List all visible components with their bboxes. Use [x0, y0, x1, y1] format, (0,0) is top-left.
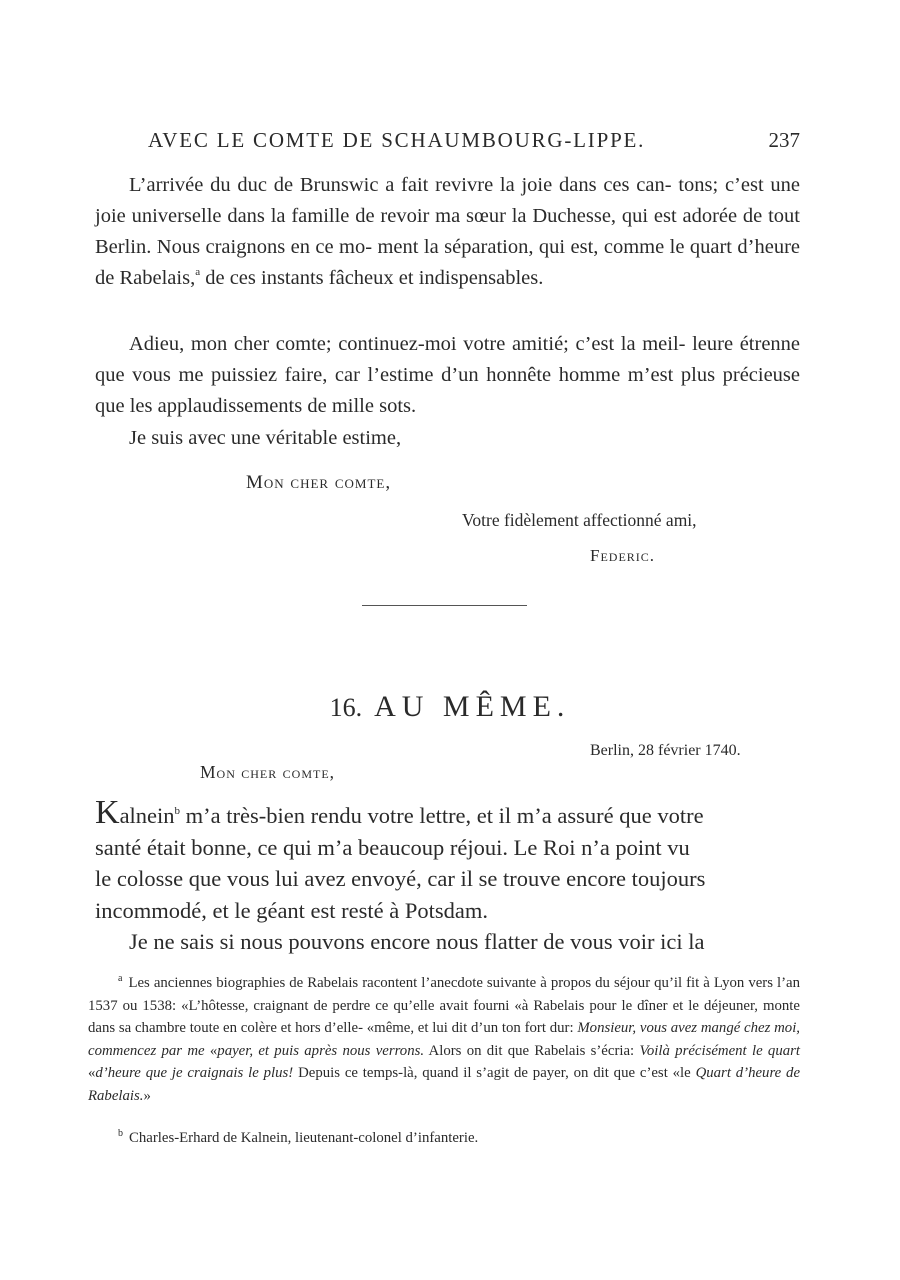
footnote-mark: b — [118, 1128, 123, 1139]
footnote-ref-a: a — [195, 266, 201, 278]
letter-title: AU MÊME. — [374, 690, 571, 723]
paragraph-line: tons; c’est une joie universelle dans la famille de revoir ma sœur la — [95, 174, 800, 227]
running-head-title: AVEC LE COMTE DE SCHAUMBOURG-LIPPE. — [148, 128, 646, 152]
footnote-text: Depuis ce temps-là, quand il s’agit de payer, on dit que c’est — [298, 1065, 668, 1081]
paragraph-closing: Je suis avec une véritable estime, — [129, 427, 402, 449]
signature: Federic. — [590, 546, 656, 565]
body-line: incommodé, et le géant est resté à Potsdam. — [95, 897, 489, 923]
paragraph-line: Duchesse, qui est adorée de tout Berlin. Nous craignons en ce mo- — [95, 205, 800, 258]
body-text: m’a très-bien rendu votre lettre, et il m’a assuré que votre — [180, 803, 704, 828]
footnote-a — [88, 972, 800, 1107]
letter-number: 16. — [329, 693, 363, 722]
paragraph-line: leure étrenne que vous me puissiez faire, car l’estime d’un honnête — [95, 333, 801, 386]
paragraph-line: homme m’est plus précieuse que les applaudissements de mille sots. — [95, 364, 801, 417]
letter-body — [95, 794, 800, 958]
footnote-text: «même, et lui dit d’un ton fort dur: — [366, 1020, 574, 1036]
footnote-text: « — [88, 1065, 96, 1081]
section-divider — [362, 605, 527, 606]
letter-salutation: Mon cher comte, — [200, 762, 336, 782]
footnote-ref-b: b — [174, 805, 181, 817]
footnote-italic: Voilà précisément le quart — [639, 1042, 800, 1059]
paragraph-line: ces instants fâcheux et indispensables. — [229, 267, 544, 289]
footnote-italic: payer, et puis après nous verrons. — [217, 1042, 425, 1059]
dateline: Berlin, 28 février 1740. — [590, 742, 741, 759]
paragraph-adieu — [95, 329, 800, 422]
footnote-text: «à Rabelais pour le dîner et le déjeuner, monte dans sa chambre toute en colère et hors d’elle- — [88, 997, 800, 1036]
footnote-italic: Quart d’heure de Rabelais. — [88, 1065, 801, 1104]
page-number: 237 — [768, 128, 800, 152]
letter-heading — [0, 690, 900, 724]
body-line: santé était bonne, ce qui m’a beaucoup réjoui. Le Roi n’a point vu — [95, 834, 690, 860]
footnote-text: «le — [672, 1065, 691, 1081]
paragraph-line: L’arrivée du duc de Brunswic a fait revivre la joie dans ces can- — [129, 174, 672, 196]
closing-sign-line: Votre fidèlement affectionné ami, — [462, 510, 697, 530]
footnote-text: qu’il fit à Lyon vers l’an 1537 ou 1538: «L’hôtesse, craignant de perdre ce qu’elle avait fourni — [88, 975, 801, 1014]
footnote-text: Les anciennes biographies de Rabelais racontent l’anecdote suivante à propos du séjour — [128, 975, 651, 991]
footnote-mark: a — [118, 973, 123, 984]
paragraph-line: ment la séparation, qui est, comme le quart d’heure de Rabelais, — [95, 236, 800, 289]
footnote-text: » — [143, 1087, 151, 1104]
body-line: Je ne sais si nous pouvons encore nous flatter de vous voir ici la — [129, 929, 705, 954]
body-line: le colosse que vous lui avez envoyé, car il se trouve encore toujours — [95, 866, 706, 891]
footnote-text: Charles-Erhard de Kalnein, lieutenant-colonel d’infanterie. — [129, 1130, 479, 1146]
running-head — [148, 128, 800, 153]
drop-cap: K — [95, 794, 120, 831]
paragraph-line: Adieu, mon cher comte; continuez-moi votre amitié; c’est la meil- — [129, 333, 686, 355]
closing-salutation: Mon cher comte, — [246, 472, 392, 493]
footnote-b — [88, 1127, 800, 1150]
footnote-italic: Monsieur, vous avez mangé chez moi, commencez par me — [88, 1020, 801, 1059]
footnote-text: Alors on dit que Rabelais s’écria: — [428, 1042, 635, 1059]
paragraph-arrival — [95, 170, 800, 294]
body-text: alnein — [119, 803, 175, 828]
footnote-text: « — [209, 1042, 218, 1059]
footnote-italic: d’heure que je craignais le plus! — [95, 1065, 294, 1081]
paragraph-line-tail: de — [200, 267, 225, 289]
